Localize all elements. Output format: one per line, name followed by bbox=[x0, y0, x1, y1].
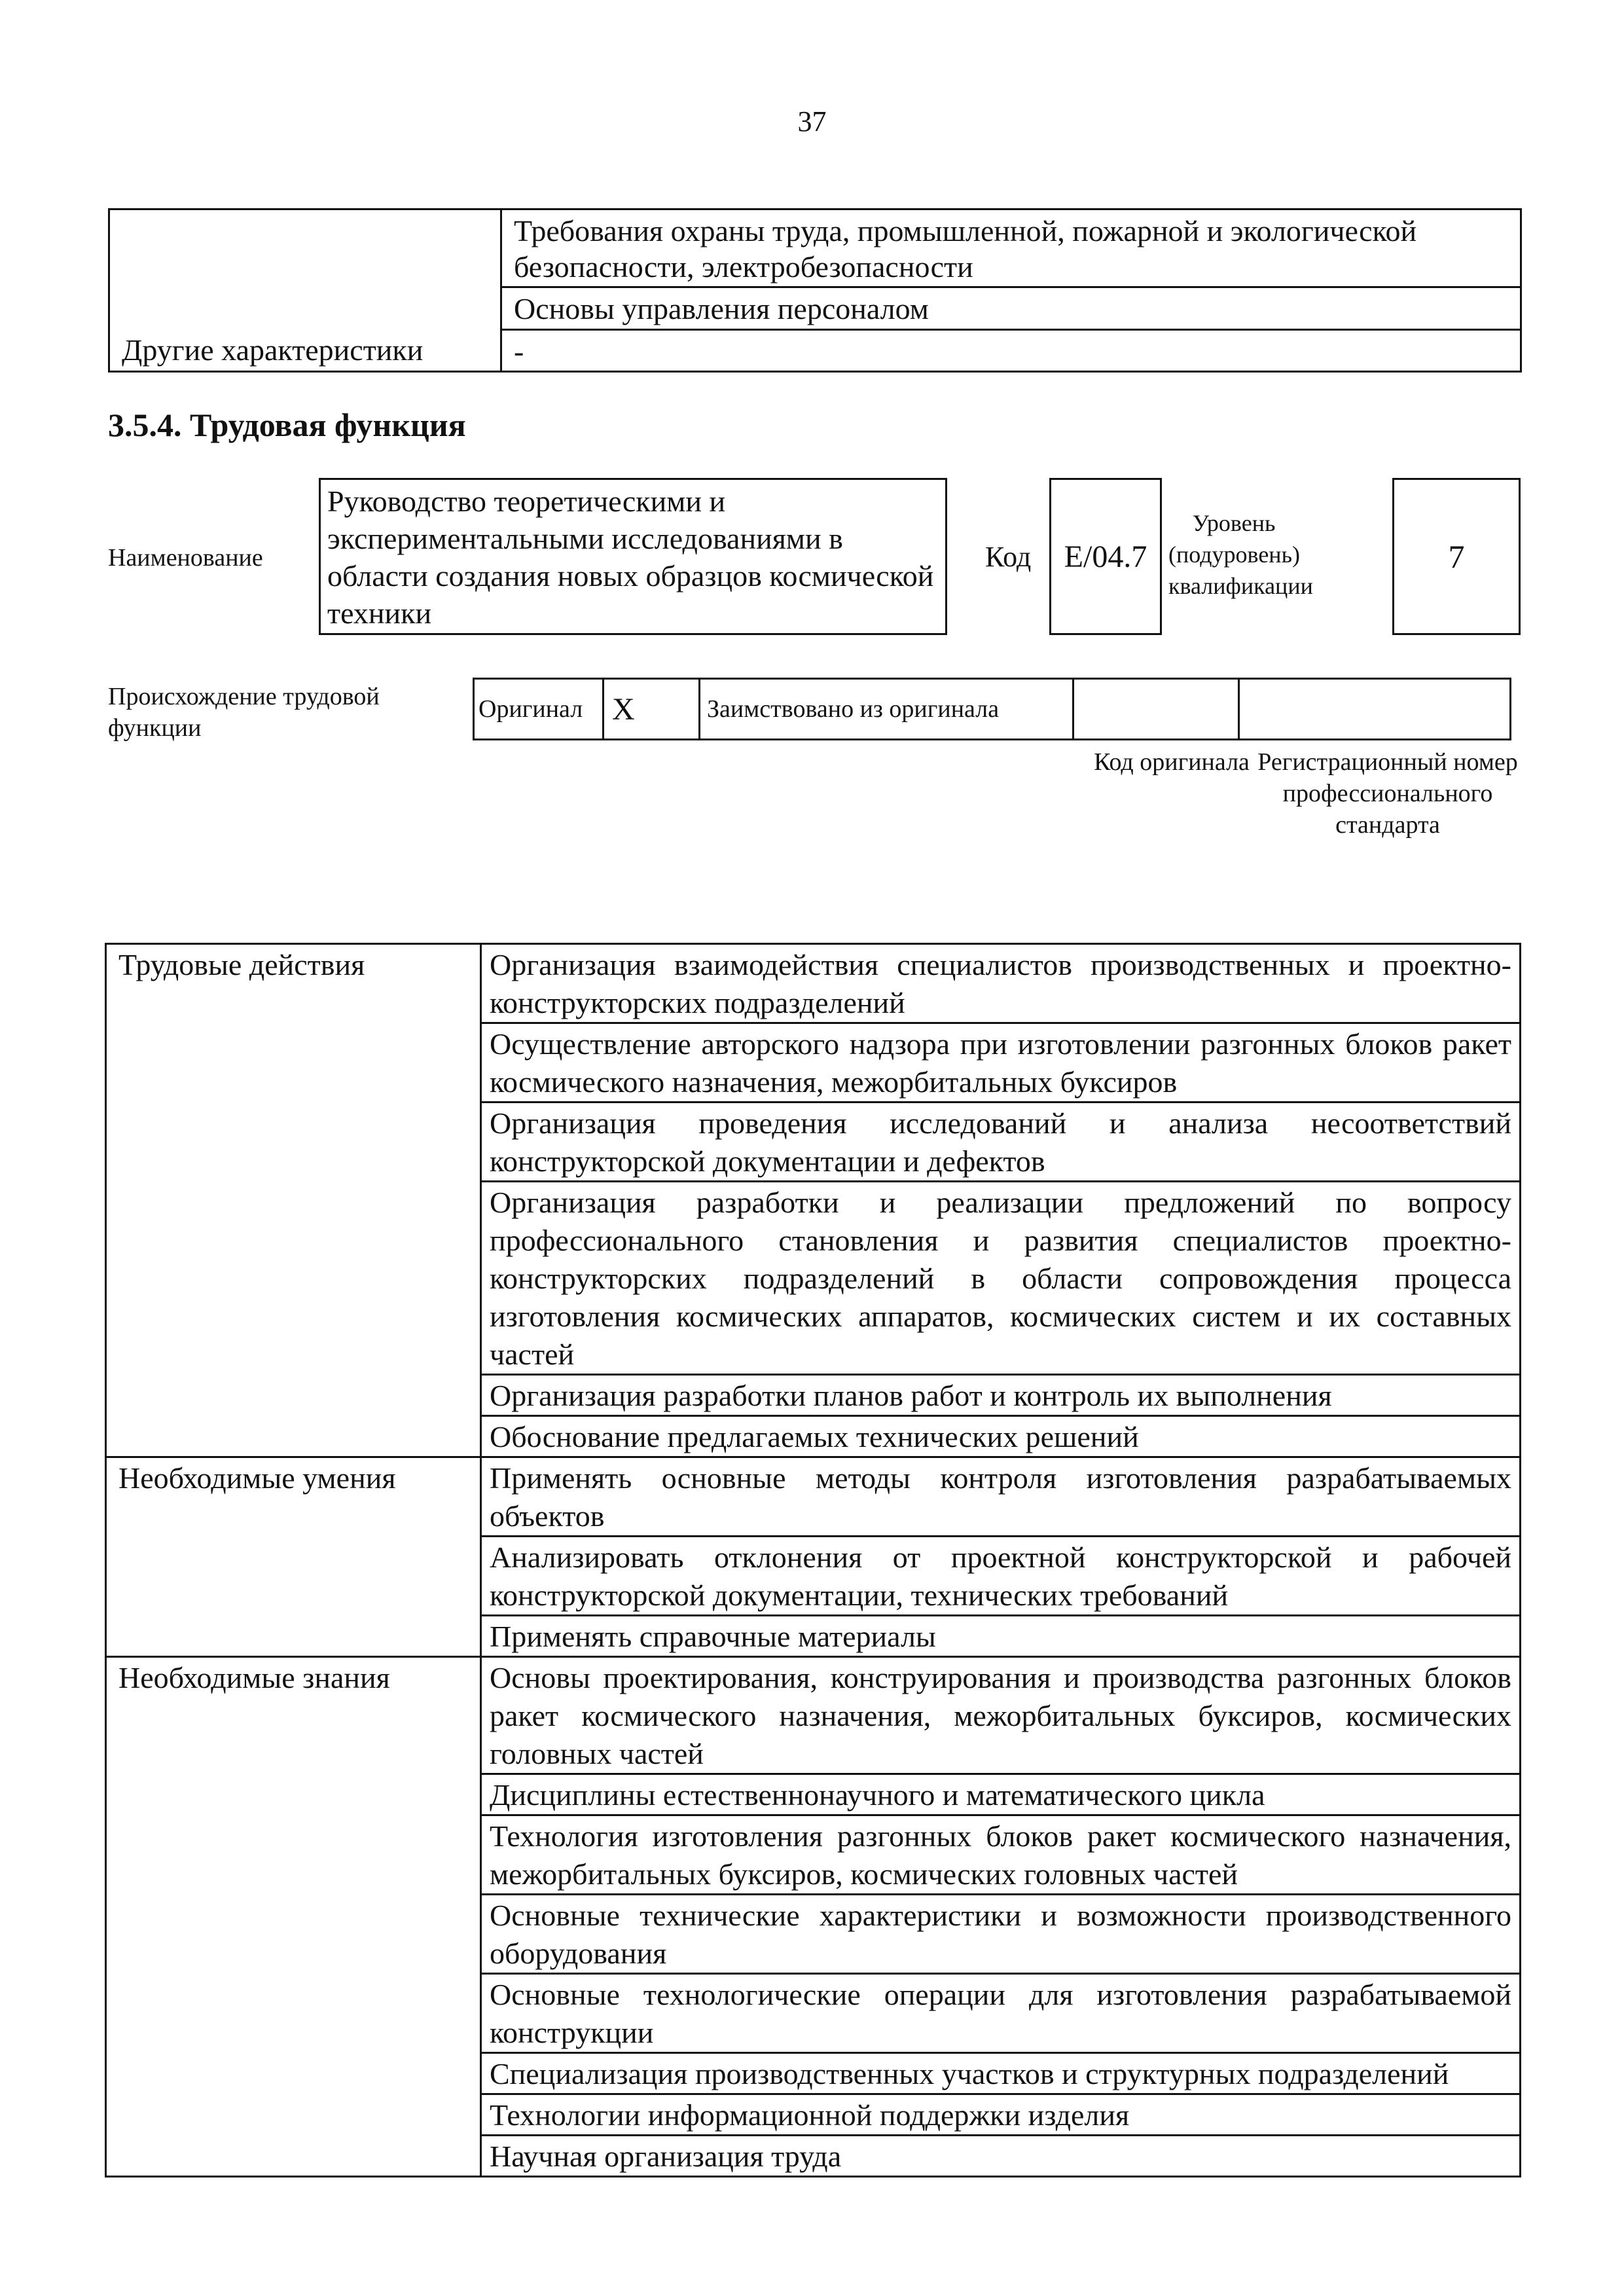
top-row-value: Основы управления персоналом bbox=[501, 287, 1521, 329]
function-name-box: Руководство теоретическими и экспериментальными исследованиями в области создания новых образцов космической техники bbox=[319, 478, 947, 635]
code-label: Код bbox=[985, 541, 1032, 573]
original-code-cell bbox=[1074, 679, 1239, 740]
origin-label: Происхождение трудовой функции bbox=[108, 683, 380, 742]
group-label: Необходимые умения bbox=[106, 1457, 481, 1657]
original-mark-cell: X bbox=[604, 679, 700, 740]
top-row-label bbox=[109, 210, 501, 330]
top-row-value: Требования охраны труда, промышленной, пожарной и экологической безопасности, электробезопасности bbox=[501, 210, 1521, 287]
group-label: Трудовые действия bbox=[106, 944, 481, 1457]
level-value-box: 7 bbox=[1392, 478, 1521, 635]
table-cell: Организация проведения исследований и анализа несоответствий конструкторской документации и дефектов bbox=[481, 1102, 1521, 1182]
table-row bbox=[474, 679, 1511, 740]
table-row bbox=[106, 1657, 1521, 1774]
original-cell: Оригинал bbox=[474, 679, 604, 740]
top-row-value: - bbox=[501, 329, 1521, 371]
top-table bbox=[108, 208, 1522, 373]
table-cell: Дисциплины естественнонаучного и математического цикла bbox=[481, 1774, 1521, 1815]
table-cell: Основы проектирования, конструирования и производства разгонных блоков ракет космического назначения, межорбитальных буксиров, космических головных частей bbox=[481, 1657, 1521, 1774]
table-row bbox=[106, 944, 1521, 1023]
table-cell: Научная организация труда bbox=[481, 2136, 1521, 2177]
table-row bbox=[109, 210, 1521, 287]
table-cell: Применять основные методы контроля изготовления разрабатываемых объектов bbox=[481, 1457, 1521, 1537]
table-cell: Организация разработки и реализации предложений по вопросу профессионального становления и развития специалистов проектно-конструкторских подразделений в области сопровождения процесса изготовления космических аппаратов, космических систем и их составных частей bbox=[481, 1182, 1521, 1375]
table-cell: Осуществление авторского надзора при изготовлении разгонных блоков ракет космического назначения, межорбитальных буксиров bbox=[481, 1023, 1521, 1102]
table-cell: Основные технические характеристики и возможности производственного оборудования bbox=[481, 1895, 1521, 1974]
reg-caption: Регистрационный номер профессионального стандарта bbox=[1257, 748, 1518, 839]
borrowed-cell: Заимствовано из оригинала bbox=[700, 679, 1074, 740]
table-cell: Основные технологические операции для изготовления разрабатываемой конструкции bbox=[481, 1974, 1521, 2053]
group-label: Необходимые знания bbox=[106, 1657, 481, 2177]
reg-number-cell bbox=[1239, 679, 1511, 740]
main-table bbox=[105, 943, 1521, 2178]
level-label: Уровень (подуровень) квалификации bbox=[1168, 510, 1313, 599]
table-cell: Применять справочные материалы bbox=[481, 1616, 1521, 1657]
table-cell: Анализировать отклонения от проектной конструкторской и рабочей конструкторской документации, технических требований bbox=[481, 1537, 1521, 1616]
page-number: 37 bbox=[797, 105, 827, 137]
table-row bbox=[109, 329, 1521, 371]
table-cell: Технология изготовления разгонных блоков ракет космического назначения, межорбитальных буксиров, космических головных частей bbox=[481, 1815, 1521, 1895]
table-cell: Технологии информационной поддержки изделия bbox=[481, 2094, 1521, 2136]
table-cell: Специализация производственных участков и структурных подразделений bbox=[481, 2053, 1521, 2094]
table-cell: Обоснование предлагаемых технических решений bbox=[481, 1416, 1521, 1457]
table-row bbox=[106, 1457, 1521, 1537]
code-caption: Код оригинала bbox=[1094, 748, 1250, 776]
table-cell: Организация взаимодействия специалистов производственных и проектно-конструкторских подразделений bbox=[481, 944, 1521, 1023]
code-value-box: E/04.7 bbox=[1049, 478, 1162, 635]
section-title: 3.5.4. Трудовая функция bbox=[108, 407, 466, 443]
table-cell: Организация разработки планов работ и контроль их выполнения bbox=[481, 1375, 1521, 1416]
top-row-label: Другие характеристики bbox=[109, 329, 501, 371]
name-label: Наименование bbox=[108, 544, 263, 572]
origin-table bbox=[473, 678, 1511, 740]
